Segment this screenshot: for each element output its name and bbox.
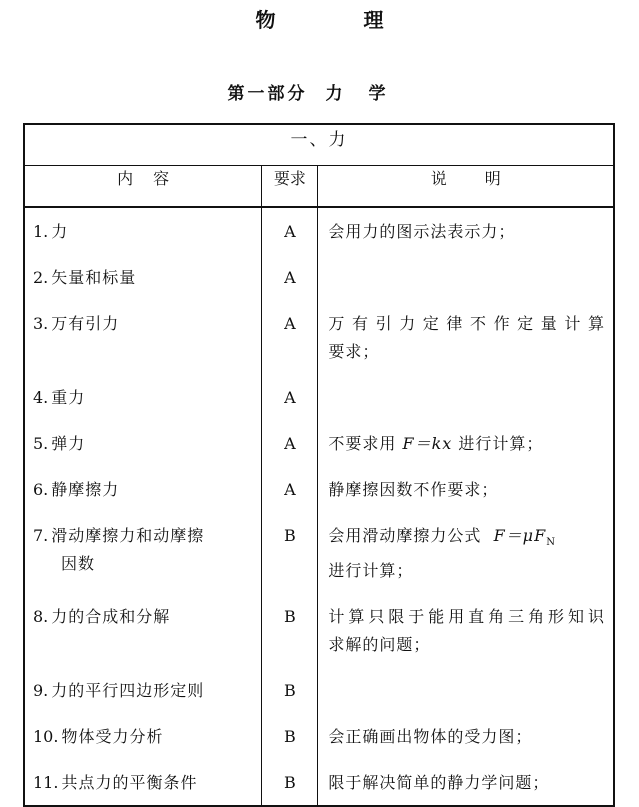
item-number: 9. xyxy=(33,681,49,701)
note-cell xyxy=(318,254,614,300)
level-cell: B xyxy=(262,512,318,593)
table-row xyxy=(24,593,614,667)
note-cell: 限于解决简单的静力学问题； xyxy=(328,773,550,793)
item-number: 7. xyxy=(33,526,49,545)
content-cell xyxy=(24,420,262,466)
item-number: 10. xyxy=(33,727,59,747)
table-row xyxy=(24,254,614,300)
level-cell: A xyxy=(262,254,318,300)
content-cell xyxy=(24,593,262,667)
note-cell: 会用力的图示法表示力； xyxy=(328,222,516,241)
note-cell: 会正确画出物体的受力图； xyxy=(328,727,533,747)
note-text: 进行计算； xyxy=(328,561,414,581)
item-content: 共点力的平衡条件 xyxy=(61,773,198,793)
table-row xyxy=(24,374,614,420)
item-content: 力的合成和分解 xyxy=(51,607,171,627)
table-row xyxy=(24,420,614,466)
syllabus-table xyxy=(23,123,615,807)
item-content: 力的平行四边形定则 xyxy=(51,681,205,701)
level-cell: B xyxy=(262,759,318,806)
content-cell xyxy=(24,667,262,713)
content-cell xyxy=(24,466,262,512)
table-row xyxy=(24,667,614,713)
item-content: 力 xyxy=(51,222,69,241)
item-content: 因数 xyxy=(61,554,96,573)
table-row xyxy=(24,512,614,593)
item-content: 滑动摩擦力和动摩擦 xyxy=(51,526,205,545)
content-cell xyxy=(24,254,262,300)
level-cell: A xyxy=(262,207,318,254)
note-cell xyxy=(318,593,614,667)
part-heading xyxy=(0,79,639,104)
note-text: 进行计算； xyxy=(458,434,544,453)
note-line: 要求； xyxy=(328,342,380,361)
header-content: 内容 xyxy=(24,166,262,208)
page-title: 物 理 xyxy=(255,8,418,32)
header-requirement: 要求 xyxy=(262,166,318,208)
note-cell: 静摩擦因数不作要求； xyxy=(328,480,499,499)
content-cell xyxy=(24,512,262,593)
note-line: 求解的问题； xyxy=(328,635,431,655)
level-cell: B xyxy=(262,713,318,759)
item-content: 弹力 xyxy=(51,434,86,453)
item-content: 静摩擦力 xyxy=(51,480,120,499)
content-cell xyxy=(24,300,262,374)
content-cell xyxy=(24,374,262,420)
formula: F＝kx xyxy=(402,434,453,453)
item-number: 11. xyxy=(33,773,59,793)
part-topic: 力学 xyxy=(325,84,412,104)
table-row xyxy=(24,300,614,374)
level-cell: A xyxy=(262,374,318,420)
section-title-row xyxy=(24,124,614,166)
item-number: 2. xyxy=(33,268,49,287)
note-cell xyxy=(318,667,614,713)
item-number: 3. xyxy=(33,314,49,333)
note-text: 会用滑动摩擦力公式 xyxy=(328,526,482,545)
level-cell: A xyxy=(262,300,318,374)
table-row xyxy=(24,759,614,806)
header-row xyxy=(24,166,614,208)
content-cell xyxy=(24,207,262,254)
content-cell xyxy=(24,713,262,759)
header-explanation: 说明 xyxy=(318,166,614,208)
level-cell: A xyxy=(262,466,318,512)
note-line: 计算只限于能用直角三角形知识 xyxy=(328,607,605,627)
note-text: 不要求用 xyxy=(328,434,397,453)
item-content: 万有引力 xyxy=(51,314,120,333)
formula-subscript: N xyxy=(546,537,556,549)
level-cell: A xyxy=(262,420,318,466)
note-cell xyxy=(318,300,614,374)
formula: F＝μF xyxy=(493,526,547,545)
item-content: 物体受力分析 xyxy=(61,727,164,747)
item-number: 5. xyxy=(33,434,49,453)
item-content: 矢量和标量 xyxy=(51,268,137,287)
table-row xyxy=(24,207,614,254)
note-line: 万有引力定律不作定量计算 xyxy=(328,314,605,333)
item-number: 8. xyxy=(33,607,49,627)
level-cell: B xyxy=(262,667,318,713)
part-label: 第一部分 xyxy=(227,84,308,104)
note-cell xyxy=(318,512,614,593)
item-number: 1. xyxy=(33,222,49,241)
section-title: 一、力 xyxy=(24,124,614,166)
note-cell xyxy=(318,420,614,466)
content-cell xyxy=(24,759,262,806)
note-cell xyxy=(318,374,614,420)
item-number: 6. xyxy=(33,480,49,499)
level-cell: B xyxy=(262,593,318,667)
item-content: 重力 xyxy=(51,388,86,407)
table-row xyxy=(24,466,614,512)
item-number: 4. xyxy=(33,388,49,407)
table-row xyxy=(24,713,614,759)
